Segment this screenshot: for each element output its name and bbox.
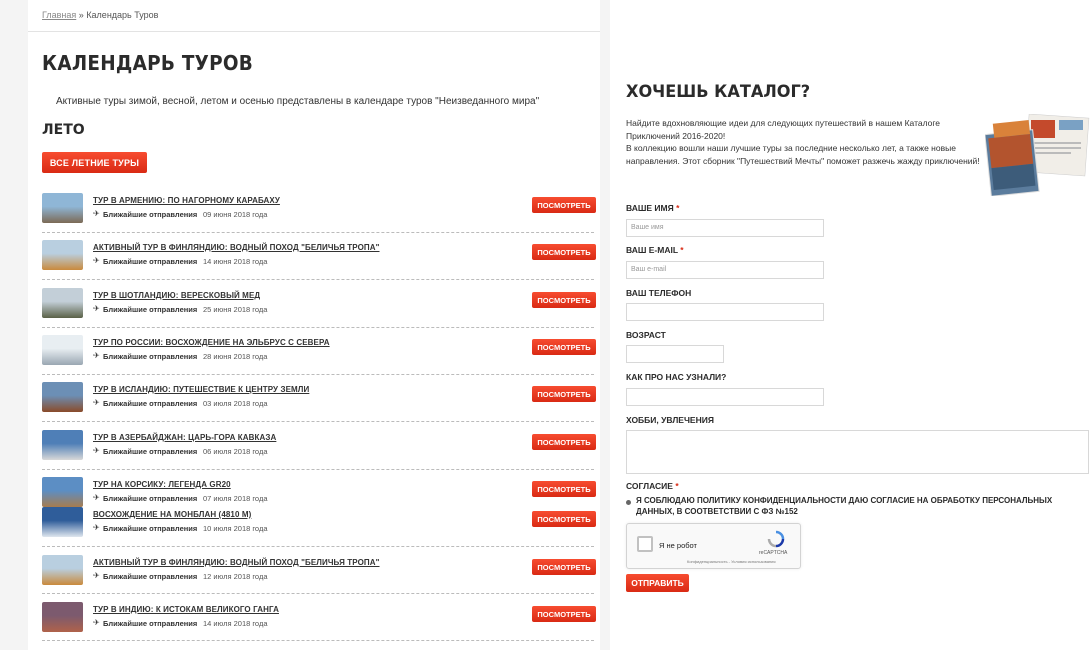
tour-item [42,555,594,589]
tour-name-link[interactable]: АКТИВНЫЙ ТУР В ФИНЛЯНДИЮ: ВОДНЫЙ ПОХОД "БЕЛИЧЬЯ ТРОПА" [93,243,380,252]
tour-divider [42,546,594,547]
source-input[interactable] [626,388,824,406]
tour-divider [42,593,594,594]
email-label: ВАШ E-MAIL * [626,245,684,255]
season-heading: ЛЕТО [42,122,85,138]
tour-divider [42,469,594,470]
plane-icon: ✈ [93,398,100,407]
recaptcha-label: Я не робот [659,541,697,550]
departure-label: Ближайшие отправления [103,257,198,266]
departure-label: Ближайшие отправления [103,352,198,361]
view-tour-button[interactable]: ПОСМОТРЕТЬ [532,481,596,497]
tour-name-link[interactable]: ТУР В АЗЕРБАЙДЖАН: ЦАРЬ-ГОРА КАВКАЗА [93,433,277,442]
departure-label: Ближайшие отправления [103,447,198,456]
tour-divider [42,640,594,641]
departure-label: Ближайшие отправления [103,305,198,314]
departure-date: 09 июня 2018 года [203,210,268,219]
hobby-textarea[interactable] [626,430,1089,474]
plane-icon: ✈ [93,446,100,455]
tour-divider [42,327,594,328]
tour-thumbnail[interactable] [42,430,83,460]
view-tour-button[interactable]: ПОСМОТРЕТЬ [532,434,596,450]
breadcrumb-home-link[interactable]: Главная [42,10,77,20]
main-content [28,0,600,650]
all-summer-tours-button[interactable]: ВСЕ ЛЕТНИЕ ТУРЫ [42,152,147,173]
tour-item [42,193,594,227]
tour-item [42,288,594,322]
tour-item [42,240,594,274]
recaptcha-widget [626,523,801,569]
plane-icon: ✈ [93,256,100,265]
tour-divider [42,374,594,375]
plane-icon: ✈ [93,523,100,532]
recaptcha-checkbox[interactable] [637,536,653,552]
name-label: ВАШЕ ИМЯ * [626,203,680,213]
tour-divider [42,232,594,233]
catalog-text-2: В коллекцию вошли наши лучшие туры за последние несколько лет, а также новые направления. Этот сборник "Путешествий Мечты" поможет разжечь жажду приключений! [626,143,980,166]
departure-label: Ближайшие отправления [103,572,198,581]
tour-item [42,382,594,416]
age-label: ВОЗРАСТ [626,330,666,340]
departure-date: 07 июля 2018 года [203,494,268,503]
view-tour-button[interactable]: ПОСМОТРЕТЬ [532,559,596,575]
catalog-description [626,117,981,167]
breadcrumb [42,10,158,20]
page-intro: Активные туры зимой, весной, летом и осенью представлены в календаре туров "Неизведанного мира" [56,96,540,107]
catalog-sidebar [610,0,1090,650]
tour-thumbnail[interactable] [42,335,83,365]
tour-item [42,477,594,511]
tour-name-link[interactable]: АКТИВНЫЙ ТУР В ФИНЛЯНДИЮ: ВОДНЫЙ ПОХОД "БЕЛИЧЬЯ ТРОПА" [93,558,380,567]
departure-label: Ближайшие отправления [103,210,198,219]
breadcrumb-separator: » [78,10,84,20]
tour-thumbnail[interactable] [42,507,83,537]
tour-item [42,602,594,636]
departure-label: Ближайшие отправления [103,399,198,408]
tour-name-link[interactable]: ВОСХОЖДЕНИЕ НА МОНБЛАН (4810 М) [93,510,252,519]
plane-icon: ✈ [93,304,100,313]
recaptcha-terms-link[interactable]: Конфиденциальность - Условия использования [687,559,776,564]
recaptcha-logo-icon [767,530,785,548]
name-input[interactable]: Ваше имя [626,219,824,237]
departure-date: 28 июня 2018 года [203,352,268,361]
source-label: КАК ПРО НАС УЗНАЛИ? [626,372,727,382]
view-tour-button[interactable]: ПОСМОТРЕТЬ [532,511,596,527]
catalog-title: ХОЧЕШЬ КАТАЛОГ? [626,82,811,102]
tour-thumbnail[interactable] [42,240,83,270]
departure-date: 03 июля 2018 года [203,399,268,408]
consent-radio[interactable] [626,500,631,505]
tour-thumbnail[interactable] [42,193,83,223]
phone-label: ВАШ ТЕЛЕФОН [626,288,692,298]
tour-name-link[interactable]: ТУР В ИНДИЮ: К ИСТОКАМ ВЕЛИКОГО ГАНГА [93,605,279,614]
plane-icon: ✈ [93,493,100,502]
hobby-label: ХОББИ, УВЛЕЧЕНИЯ [626,415,714,425]
view-tour-button[interactable]: ПОСМОТРЕТЬ [532,386,596,402]
page-title: КАЛЕНДАРЬ ТУРОВ [42,51,254,75]
departure-label: Ближайшие отправления [103,524,198,533]
view-tour-button[interactable]: ПОСМОТРЕТЬ [532,244,596,260]
breadcrumb-current: Календарь Туров [86,10,159,20]
age-input[interactable] [626,345,724,363]
submit-button[interactable]: ОТПРАВИТЬ [626,574,689,592]
phone-input[interactable] [626,303,824,321]
consent-label: СОГЛАСИЕ * [626,481,679,491]
tour-name-link[interactable]: ТУР В АРМЕНИЮ: ПО НАГОРНОМУ КАРАБАХУ [93,196,280,205]
view-tour-button[interactable]: ПОСМОТРЕТЬ [532,292,596,308]
catalog-image [985,114,1090,196]
departure-label: Ближайшие отправления [103,494,198,503]
tour-name-link[interactable]: ТУР В ИСЛАНДИЮ: ПУТЕШЕСТВИЕ К ЦЕНТРУ ЗЕМЛИ [93,385,310,394]
tour-name-link[interactable]: ТУР НА КОРСИКУ: ЛЕГЕНДА GR20 [93,480,231,489]
departure-date: 06 июля 2018 года [203,447,268,456]
consent-text: Я СОБЛЮДАЮ ПОЛИТИКУ КОНФИДЕНЦИАЛЬНОСТИ ДАЮ СОГЛАСИЕ НА ОБРАБОТКУ ПЕРСОНАЛЬНЫХ ДАННЫХ, В СООТВЕТСТВИИ С ФЗ №152 [636,496,1053,516]
plane-icon: ✈ [93,571,100,580]
tour-item [42,335,594,369]
catalog-text-1: Найдите вдохновляющие идеи для следующих путешествий в нашем Каталоге Приключений 2016-2020! [626,118,941,141]
departure-date: 10 июля 2018 года [203,524,268,533]
tour-name-link[interactable]: ТУР ПО РОССИИ: ВОСХОЖДЕНИЕ НА ЭЛЬБРУС С СЕВЕРА [93,338,330,347]
view-tour-button[interactable]: ПОСМОТРЕТЬ [532,197,596,213]
tour-item [42,507,594,541]
tour-thumbnail[interactable] [42,555,83,585]
tour-thumbnail[interactable] [42,602,83,632]
view-tour-button[interactable]: ПОСМОТРЕТЬ [532,606,596,622]
tour-divider [42,279,594,280]
recaptcha-brand: reCAPTCHA [759,550,788,556]
departure-date: 14 июня 2018 года [203,257,268,266]
departure-date: 12 июля 2018 года [203,572,268,581]
departure-date: 25 июня 2018 года [203,305,268,314]
tour-thumbnail[interactable] [42,477,83,507]
plane-icon: ✈ [93,209,100,218]
email-input[interactable]: Ваш e-mail [626,261,824,279]
view-tour-button[interactable]: ПОСМОТРЕТЬ [532,339,596,355]
plane-icon: ✈ [93,351,100,360]
departure-label: Ближайшие отправления [103,619,198,628]
tour-name-link[interactable]: ТУР В ШОТЛАНДИЮ: ВЕРЕСКОВЫЙ МЕД [93,291,261,300]
tour-thumbnail[interactable] [42,288,83,318]
tour-divider [42,421,594,422]
tour-thumbnail[interactable] [42,382,83,412]
breadcrumb-divider [28,31,600,32]
tour-item [42,430,594,464]
departure-date: 14 июля 2018 года [203,619,268,628]
plane-icon: ✈ [93,618,100,627]
